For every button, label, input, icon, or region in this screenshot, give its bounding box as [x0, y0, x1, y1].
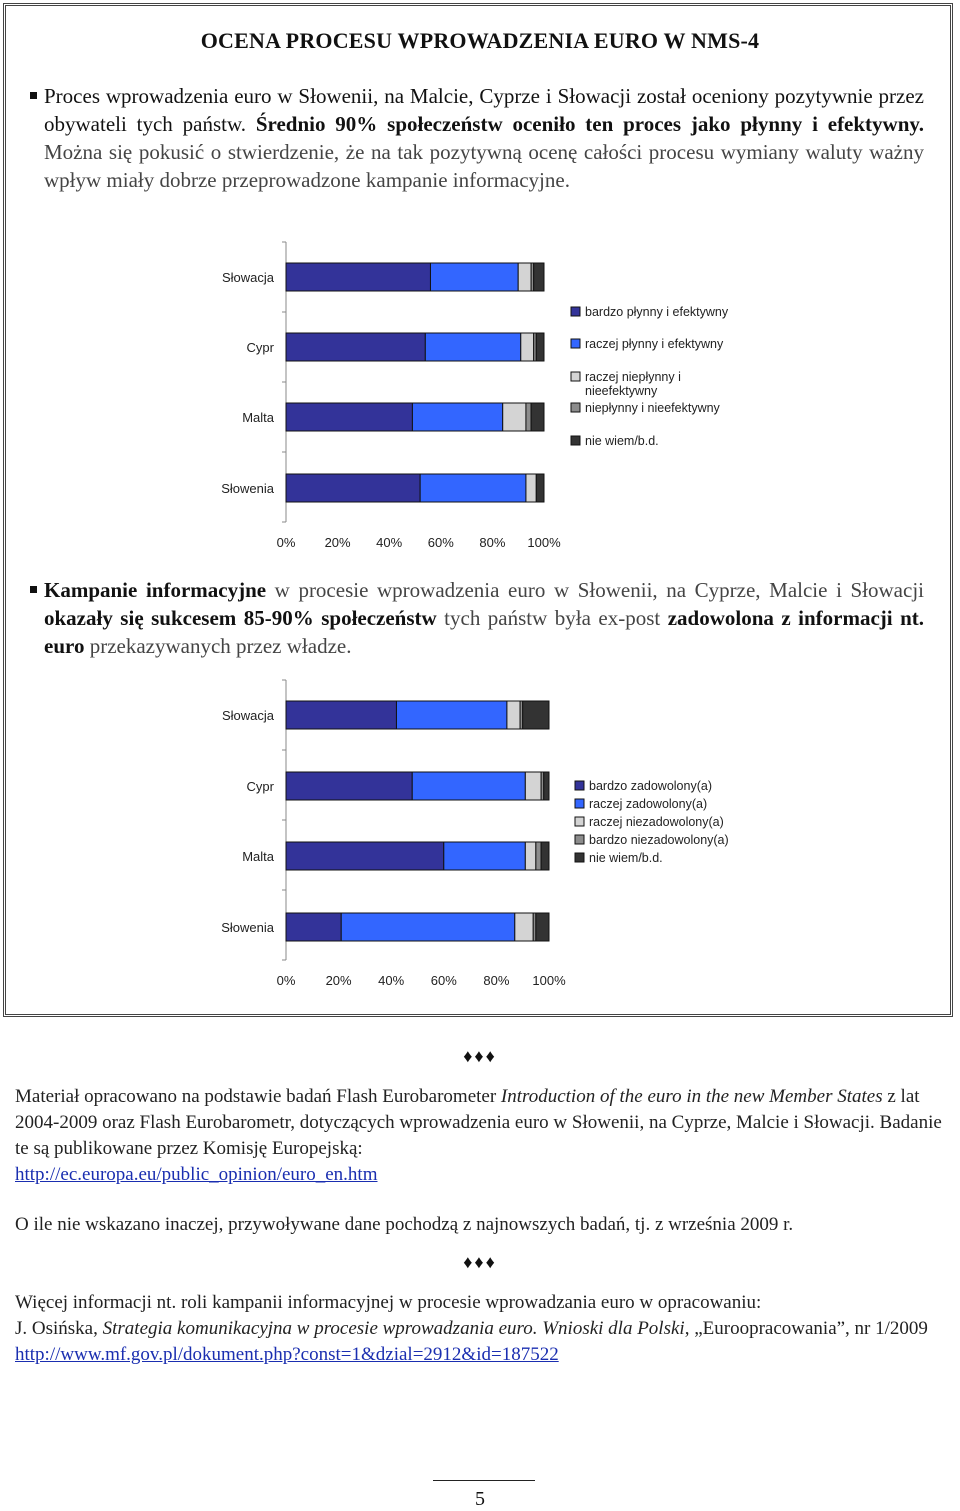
chart-2-x-tick-label: 60% [430, 973, 457, 988]
chart-1-x-tick-label: 100% [527, 535, 561, 550]
page-number: 5 [475, 1488, 485, 1510]
chart-2-legend-swatch-4 [575, 835, 584, 844]
page-title: OCENA PROCESU WPROWADZENIA EURO W NMS-4 [200, 28, 760, 53]
chart-2-legend-swatch-2 [575, 799, 584, 808]
paragraph-1-text-b: Można się pokusić o stwierdzenie, że na tak pozytywną ocenę całości procesu wymiany waluty ważny wpływ miały dobrze przeprowadzone kampanie informacyjne. [44, 140, 924, 192]
chart-1-legend-label-1: bardzo płynny i efektywny [585, 305, 729, 319]
chart-2-legend-label-5: nie wiem/b.d. [589, 851, 663, 865]
chart-2-bar-malta-s5 [541, 842, 549, 870]
paragraph-2-text-3: przekazywanych przez władze. [84, 634, 352, 658]
chart-2-x-tick-label: 40% [378, 973, 405, 988]
paragraph-2-bold-1: Kampanie informacyjne [44, 578, 267, 602]
chart-2-x-tick-label: 0% [276, 973, 296, 988]
footer-reference-title: Strategia komunikacyjna w procesie wprowadzania euro. Wnioski dla Polski [102, 1318, 685, 1339]
chart-1-legend-label-5: nie wiem/b.d. [585, 434, 659, 448]
chart-2-bar-slowenia-s2 [341, 913, 515, 941]
page-number-rule [433, 1480, 535, 1481]
chart-1-category-label-slowacja: Słowacja [221, 270, 274, 285]
chart-1-legend-label-4: niepłynny i nieefektywny [585, 401, 720, 415]
chart-2-bar-cypr-s3 [525, 772, 541, 800]
link-eurobarometer[interactable]: http://ec.europa.eu/public_opinion/euro_en.htm [15, 1164, 378, 1185]
footer-paragraph-data-note: O ile nie wskazano inaczej, przywoływane dane pochodzą z najnowszych badań, tj. z września 2009 r. [15, 1214, 794, 1235]
chart-2-legend-swatch-5 [575, 853, 584, 862]
chart-2-bar-slowacja-s1 [286, 701, 396, 729]
chart-2-legend-swatch-1 [575, 781, 584, 790]
chart-2-category-label-slowacja: Słowacja [221, 708, 274, 723]
chart-2-bar-slowenia-s5 [536, 913, 549, 941]
footer-source-text-a: Materiał opracowano na podstawie badań Flash Eurobarometer [15, 1086, 501, 1107]
footer-reference-series: , „Euroopracowania”, nr 1/2009 [684, 1318, 928, 1339]
chart-1-x-tick-label: 60% [427, 535, 454, 550]
footer-source-text-b: z lat 2004-2009 oraz Flash Eurobarometr, dotyczących wprowadzenia euro w Słowenii, na Cyprze, Malcie i Słowacji. Badanie te są publikowane przez Komisję Europejską: [15, 1086, 942, 1159]
chart-2-bar-malta-s2 [444, 842, 526, 870]
chart-1-legend-label-2: raczej płynny i efektywny [585, 337, 724, 351]
chart-2-legend-label-3: raczej niezadowolony(a) [589, 815, 724, 829]
paragraph-2-bold-4: zadowolona z informacji nt. euro [44, 606, 924, 658]
chart-2-x-tick-label: 20% [325, 973, 352, 988]
footer-paragraph-source [15, 1084, 953, 1188]
link-mf-document[interactable]: http://www.mf.gov.pl/dokument.php?const=1&dzial=2912&id=187522 [15, 1344, 559, 1365]
chart-2-legend-label-1: bardzo zadowolony(a) [589, 779, 712, 793]
paragraph-2-bold-2: okazały się sukcesem [44, 606, 237, 630]
chart-2-x-tick-label: 80% [483, 973, 510, 988]
chart-2-bar-malta-s3 [525, 842, 536, 870]
chart-1-x-tick-label: 20% [324, 535, 351, 550]
chart-2-category-label-slowenia: Słowenia [221, 920, 274, 935]
chart-2-category-label-cypr: Cypr [246, 779, 274, 794]
diamond-separator-2: ♦♦♦ [463, 1252, 497, 1272]
chart-2-bar-slowacja-s2 [396, 701, 506, 729]
chart-2-category-label-malta: Malta [242, 849, 274, 864]
chart-1-x-tick-label: 40% [376, 535, 403, 550]
chart-1-legend-label-3: raczej niepłynny i nieefektywny [585, 370, 681, 398]
footer-more-info-text: Więcej informacji nt. roli kampanii informacyjnej w procesie wprowadzania euro w opracowaniu: [15, 1292, 762, 1313]
paragraph-1-text-a: Proces wprowadzenia euro w Słowenii, na Malcie, Cyprze i Słowacji został oceniony pozytywnie przez obywateli tych państw. [44, 84, 924, 136]
chart-2-x-tick-label: 100% [532, 973, 566, 988]
chart-2-bar-cypr-s1 [286, 772, 412, 800]
chart-2-legend-label-4: bardzo niezadowolony(a) [589, 833, 729, 847]
chart-2-bar-slowacja-s5 [523, 701, 549, 729]
chart-1-x-tick-label: 80% [479, 535, 506, 550]
footer-paragraph-more-info [15, 1290, 953, 1368]
chart-1-x-tick-label: 0% [276, 535, 296, 550]
paragraph-2-bold-3: 85-90% społeczeństw [243, 606, 437, 630]
paragraph-2-text-2: tych państw była ex-post [436, 606, 668, 630]
chart-2-bar-cypr-s2 [412, 772, 525, 800]
chart-1-category-label-cypr: Cypr [246, 340, 274, 355]
paragraph-1-bold: Średnio 90% społeczeństw oceniło ten proces jako płynny i efektywny. [255, 112, 924, 136]
chart-2-bar-cypr-s5 [544, 772, 549, 800]
footer-reference-author: J. Osińska, [15, 1318, 103, 1339]
chart-1-category-label-malta: Malta [242, 410, 274, 425]
chart-2-bar-slowenia-s1 [286, 913, 341, 941]
chart-2-bar-malta-s4 [536, 842, 541, 870]
chart-2-bar-malta-s1 [286, 842, 444, 870]
chart-2-legend-label-2: raczej zadowolony(a) [589, 797, 708, 811]
diamond-separator-1: ♦♦♦ [463, 1046, 497, 1066]
chart-2-bar-slowenia-s3 [515, 913, 533, 941]
chart-2-bar-slowacja-s3 [507, 701, 520, 729]
chart-1-category-label-slowenia: Słowenia [221, 481, 274, 496]
footer-source-title: Introduction of the euro in the new Member States [500, 1086, 883, 1107]
chart-2-legend-swatch-3 [575, 817, 584, 826]
paragraph-2-text-1: w procesie wprowadzenia euro w Słowenii, na Cyprze, Malcie i Słowacji [266, 578, 924, 602]
